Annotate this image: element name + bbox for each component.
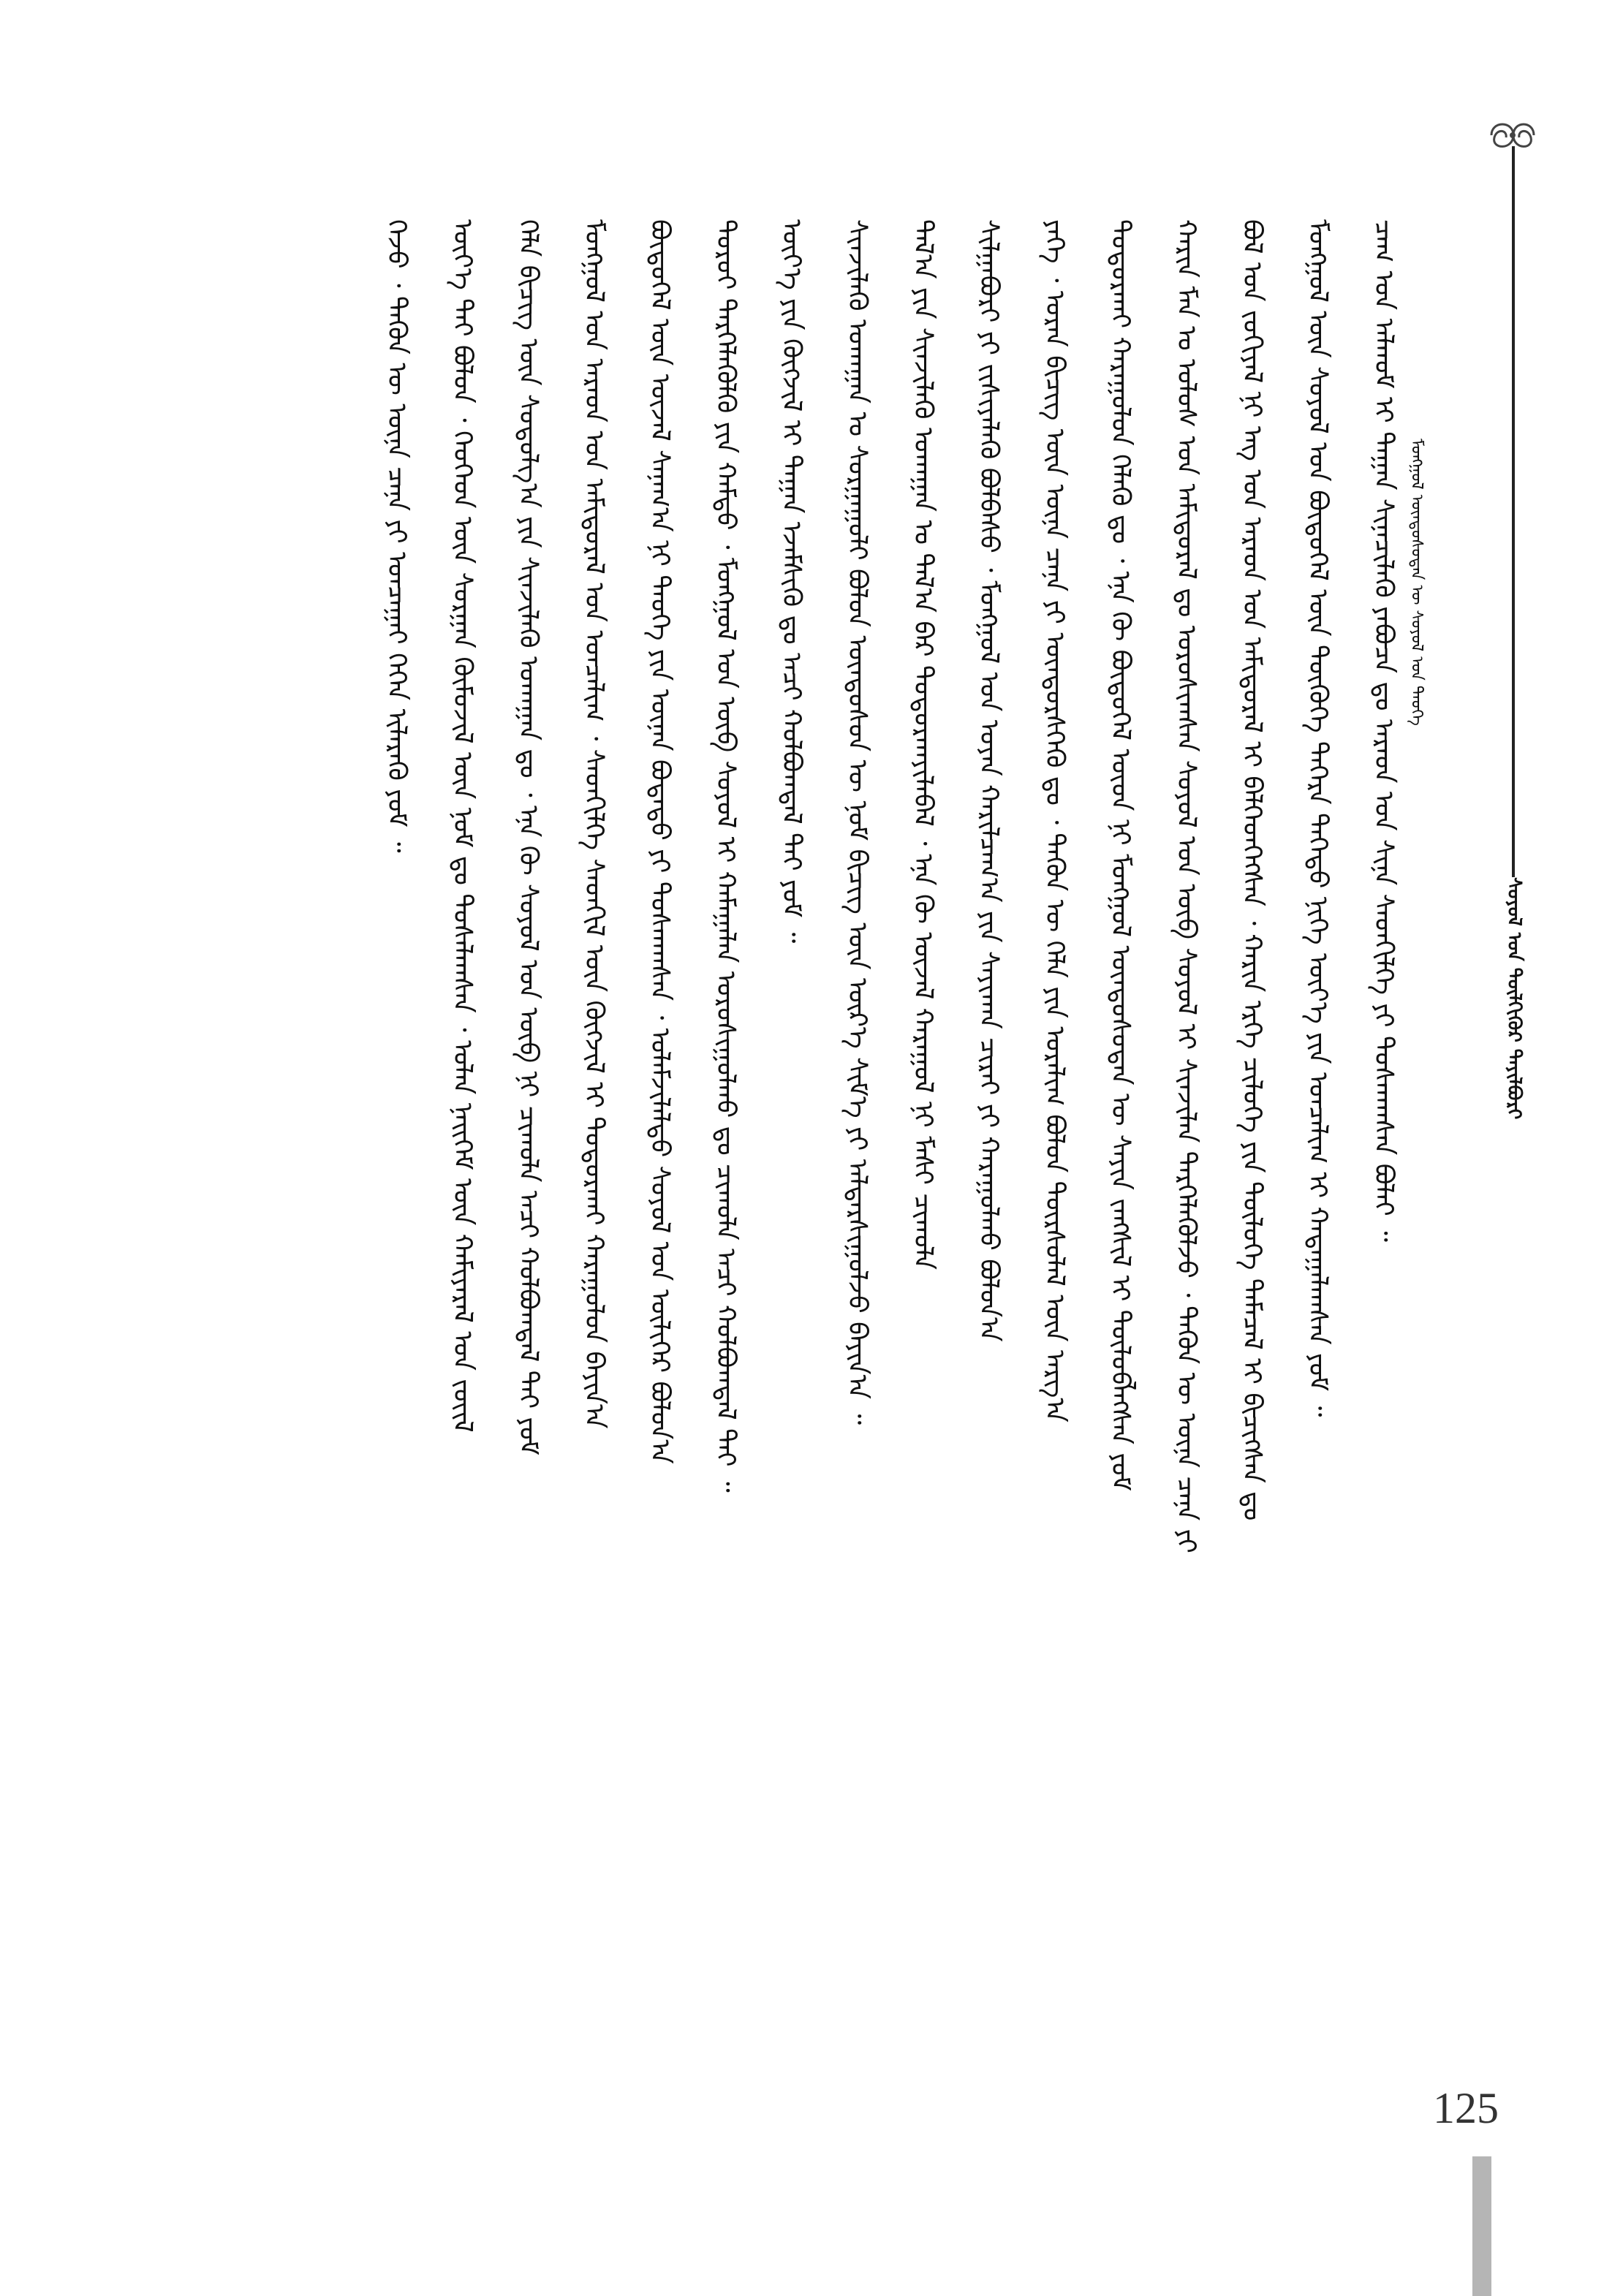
text-column: ᠮᠣᠩᠭᠣᠯ ᠦᠨ ᠰᠣᠶᠣᠯ ᠤᠨ ᠪᠦᠲᠦᠭᠡᠯ ᠦᠨ ᠲᠦᠭᠦᠬᠡ ᠳᠡᠭᠡᠷᠡ ᠳᠡᠭᠡᠳᠦ ᠨᠢᠭᠡ ᠦᠶ᠎ᠡ ᠶᠢᠨ ᠣᠨᠴᠠᠯᠢᠭ ᠢ ᠬᠠᠳᠠᠭᠠᠯᠠᠭᠰᠠᠨ ᠶᠤᠮ ᠃ [1303, 219, 1333, 1417]
text-column: ᠮᠣᠩᠭᠣᠯ ᠤᠨ ᠠᠷᠠᠳ ᠤᠨ ᠠᠮᠢᠳᠤᠷᠠᠯ ᠤᠨ ᠣᠨᠴᠠᠯᠢᠭ ᠂ ᠰᠡᠳᠬᠢᠯᠭᠡ ᠰᠡᠳᠬᠢᠯ ᠦᠨ ᠬᠥᠭᠵᠢᠯ ᠢ ᠲᠣᠳᠣᠷᠬᠠᠶ ᠬᠠᠷᠠᠭᠤᠯᠤᠨ ᠪᠠᠶᠢᠨ᠎ᠠ [579, 219, 609, 1429]
text-column: ᠦᠶ᠎ᠡ ᠲᠠᠢ ᠪᠣᠯᠤᠨ ᠂ ᠬᠡᠦᠬᠡᠳ ᠦᠨ ᠰᠤᠷᠭᠠᠨ ᠬᠦᠮᠦᠵᠢᠯ ᠦᠨ ᠨᠣᠮ ᠳᠤ ᠲᠤᠰᠠᠯᠠᠭᠰᠠᠨ ᠂ ᠣᠯᠠᠨ ᠨᠡᠢᠭᠡᠮ ᠦᠨ ᠬᠠᠮᠢᠶᠠᠷᠠᠯ ᠤᠨ ᠵᠦᠢᠯ [447, 219, 477, 1433]
text-column: ᠰᠢᠨᠵᠢᠯᠡᠬᠦ ᠤᠬᠠᠭᠠᠨ ᠤ ᠰᠤᠷᠭᠠᠭᠤᠯᠢ ᠪᠣᠯᠤᠨ ᠦᠨᠳᠦᠰᠦᠨ ᠦ ᠨᠣᠮ ᠪᠢᠴᠢᠭ ᠦᠨ ᠦᠷ᠎ᠡ ᠰᠢᠮ᠎ᠡ ᠶᠢ ᠠᠯᠳᠠᠷᠰᠢᠭᠤᠯᠵᠤ ᠪᠠᠶᠢᠨ᠎ᠠ ᠃ [842, 219, 872, 1425]
text-column: ᠦᠶ᠎ᠡ ᠶᠢᠨ ᠬᠥᠭᠵᠢᠯ ᠢ ᠳᠠᠭᠠᠨ ᠡᠵᠡᠮᠰᠢᠬᠦ ᠳᠤ ᠠᠴᠢ ᠬᠣᠯᠪᠣᠭᠳᠠᠯ ᠲᠠᠢ ᠶᠤᠮ ᠃ [776, 219, 806, 944]
text-column: ᠭᠡᠵᠦ ᠂ ᠲᠡᠭᠦᠨ ᠦ ᠦᠨᠡ ᠴᠡᠨᠡ ᠶᠢ ᠣᠨᠴᠠᠭᠠᠢ ᠭᠡᠭᠡᠨ ᠢᠯᠡᠷᠡᠬᠦ ᠶᠤᠮ ᠃ [382, 219, 412, 853]
text-column: ᠲᠠᠯ᠎ᠠ ᠶᠢᠨ ᠰᠢᠨᠵᠢᠯᠡᠬᠦ ᠤᠬᠠᠭᠠᠨ ᠤ ᠲᠠᠯ᠎ᠠ ᠪᠠᠷ ᠲᠣᠳᠣᠷᠬᠠᠶᠢᠯᠠᠪᠠᠯ ᠂ ᠡᠨᠡ ᠬᠦ ᠦᠵᠡᠯ ᠬᠠᠷᠠᠭᠤᠯ ᠨᠢ ᠮᠠᠰᠢ ᠴᠢᠬᠤᠯᠠ [908, 219, 938, 1270]
text-column: ᠪᠦᠲᠦᠭᠡᠯ ᠦᠨ ᠦᠵᠡᠯ ᠰᠠᠨᠠᠭ᠎ᠠ ᠨᠢ ᠲᠡᠦᠬᠡ ᠶᠢᠨ ᠦᠨᠡᠨ ᠪᠣᠳᠠᠲᠤ ᠶᠢ ᠲᠤᠰᠬᠠᠭᠰᠠᠨ ᠂ ᠤᠯᠠᠮᠵᠢᠯᠠᠯᠲᠤ ᠰᠣᠶᠣᠯ ᠤᠨ ᠦᠯᠢᠭᠡᠷ ᠪᠣᠯᠤᠨ᠎ᠠ [645, 219, 675, 1464]
text-column: ᠪᠤᠯ ᠤᠨ ᠵᠣᠬᠢᠶᠠᠯ ᠨᠢ ᠡᠩ ᠤᠨ ᠠᠷᠠᠳ ᠤᠨ ᠠᠮᠢᠳᠤᠷᠠᠯ ᠢ ᠪᠡᠯᠭᠡᠳᠭᠡᠭᠰᠡᠨ ᠂ ᠬᠠᠷᠢᠨ ᠡᠷᠬᠡ ᠴᠢᠯᠦᠭᠡ ᠶᠢᠨ ᠲᠦᠯᠦᠭᠡ ᠲᠡᠮᠡᠴᠡᠯ ᠢ ᠪᠢᠴᠢᠭᠰᠡᠨ ᠳᠤ [1237, 219, 1267, 1521]
header-vertical-rule [1512, 146, 1515, 877]
text-column: ᠶᠡᠬᠡ ᠂ ᠤᠷᠠᠨ ᠪᠢᠴᠢᠭ ᠦᠨ ᠦᠨᠡ ᠴᠡᠨᠡ ᠶᠢ ᠥᠨᠳᠦᠷᠰᠭᠡᠬᠦ ᠳᠤ ᠂ ᠲᠡᠭᠦᠨ ᠦ ᠬᠡᠯᠡ ᠶᠢᠨ ᠤᠷᠠᠯᠢᠭ ᠪᠣᠯᠤᠨ ᠳᠦᠷᠰᠦᠯᠡᠯ ᠦᠨ ᠠᠷᠭ᠎ᠠ [1040, 219, 1070, 1422]
text-column: ᠬᠡᠯᠡ ᠪᠢᠴᠢᠭ ᠦᠨ ᠰᠤᠳᠤᠯᠭ᠎ᠠ ᠶᠢᠨ ᠰᠢᠨᠵᠢᠯᠡᠬᠦ ᠤᠬᠠᠭᠠᠨ ᠳᠤ ᠂ ᠡᠨᠡ ᠬᠦ ᠰᠣᠶᠣᠯ ᠤᠨ ᠥᠪ ᠨᠢ ᠴᠢᠬᠤᠯᠠ ᠠᠴᠢ ᠬᠣᠯᠪᠣᠭᠳᠠᠯ ᠲᠠᠢ ᠶᠤᠮ [513, 219, 543, 1455]
section-title: ᠰᠣᠶᠣᠯ ᠤᠨ ᠲᠦᠯᠬᠢᠭᠦᠷ ᠲᠠᠶᠢᠯᠪᠤᠷᠢ [1503, 877, 1525, 1120]
page-edge-tab [1472, 2156, 1491, 2296]
text-column: ᠰᠢᠯᠭᠠᠪᠤᠷᠢ ᠶᠢ ᠵᠢᠱᠢᠶᠡᠯᠡᠬᠦ ᠪᠣᠯᠪᠠᠰᠤ ᠂ ᠮᠣᠩᠭᠣᠯ ᠤᠨ ᠤᠶᠠᠨ ᠬᠠᠷᠢᠯᠴᠠᠭ᠎ᠠ ᠶᠢᠨ ᠰᠠᠶᠢᠬᠠᠨ ᠴᠢᠷᠠᠢ ᠶᠢ ᠬᠠᠷᠠᠭᠤᠯᠬᠤ ᠪᠣᠯᠣᠨ᠎ᠠ [974, 219, 1004, 1342]
text-column: ᠲᠣᠳᠣᠷᠬᠠᠶ ᠬᠠᠷᠠᠭᠤᠯᠤᠨ ᠬᠡᠯᠡᠬᠦ ᠳᠤ ᠂ ᠡᠨᠡ ᠬᠦ ᠪᠦᠲᠦᠭᠡᠯ ᠦᠳ ᠨᠢ ᠮᠣᠩᠭᠣᠯ ᠦᠨᠳᠦᠰᠦᠲᠡᠨ ᠦ ᠰᠠᠶᠢᠨ ᠵᠠᠩᠱᠢᠯ ᠢ ᠲᠥᠯᠦᠪᠯᠡᠭᠰᠡᠨ ᠶᠤᠮ [1105, 219, 1135, 1491]
text-column: ᠴᠠᠭ ᠤᠨ ᠠᠯᠬᠤᠮ ᠢ ᠳᠠᠭᠠᠨ ᠰᠢᠨᠡᠴᠢᠯᠡᠬᠦ ᠶᠠᠪᠤᠴᠠ ᠳᠤ ᠠᠷᠠᠳ ᠤᠨ ᠰᠢᠨᠡ ᠰᠡᠳᠬᠢᠯᠭᠡ ᠶᠢ ᠲᠤᠰᠬᠠᠭᠰᠠᠨ ᠪᠣᠯᠠᠢ ᠃ [1369, 219, 1399, 1242]
text-column: ᠳᠣᠷᠤᠢ ᠲᠡᠷᠭᠡᠯᠡᠭᠦᠯᠬᠦ ᠶᠢᠨ ᠬᠠᠮᠲᠤ ᠂ ᠮᠣᠩᠭᠣᠯ ᠤᠨ ᠥᠪ ᠰᠣᠶᠣᠯ ᠢ ᠬᠠᠮᠠᠭᠠᠯᠠᠨ ᠣᠷᠣᠰᠢᠭᠤᠯᠬᠤ ᠳᠤ ᠴᠢᠬᠤᠯᠠ ᠠᠴᠢ ᠬᠣᠯᠪᠣᠭᠳᠠᠯ ᠲᠠᠢ ᠃ [711, 219, 741, 1493]
body-text-columns [183, 219, 1426, 2010]
text-column: ᠬᠠᠷᠢᠨ ᠮᠠᠨ ᠤ ᠤᠯᠤᠰ ᠤᠨ ᠠᠮᠢᠳᠤᠷᠠᠯ ᠳᠤ ᠣᠷᠣᠰᠢᠭᠰᠠᠨ ᠰᠣᠶᠣᠯ ᠤᠨ ᠥᠪ ᠰᠣᠶᠣᠯ ᠢ ᠰᠢᠨᠵᠢᠯᠡᠨ ᠲᠡᠷᠭᠡᠯᠡᠭᠦᠯᠵᠦ ᠂ ᠲᠡᠭᠦᠨ ᠦ ᠦᠨᠡ ᠴᠡᠨᠡ ᠶᠢ [1171, 219, 1201, 1553]
page-number: 125 [1433, 2084, 1499, 2132]
running-header: ᠮᠣᠩᠭᠣᠯ ᠦᠨᠳᠦᠰᠦᠲᠡᠨ ᠦ ᠰᠣᠶᠣᠯ ᠤᠨ ᠲᠡᠦᠬᠡ [1407, 439, 1426, 726]
